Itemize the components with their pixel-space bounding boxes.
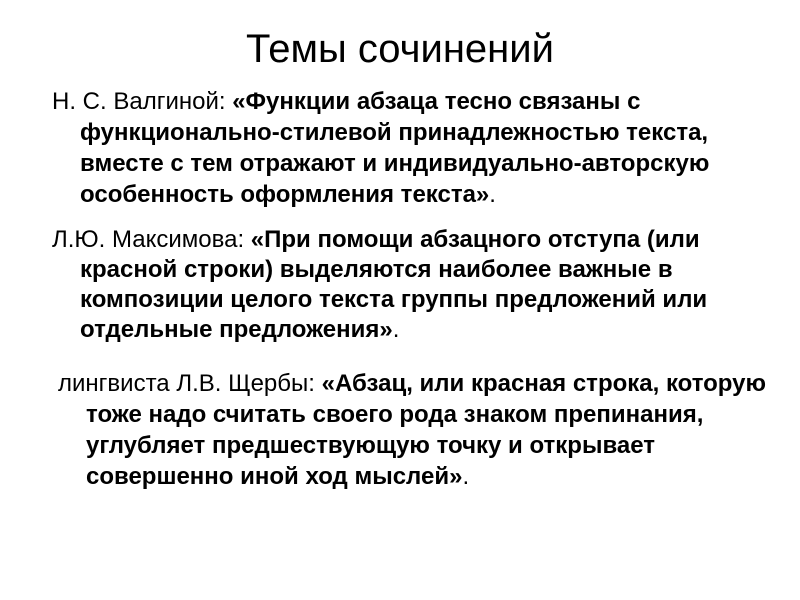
quote-paragraph-valgina: [52, 86, 760, 210]
author-shcherba: лингвиста Л.В. Щербы:: [58, 370, 322, 397]
slide-title: Темы сочинений: [246, 27, 554, 71]
quote-end-shcherba: .: [462, 463, 470, 490]
quote-paragraph-maksimova: [52, 225, 760, 345]
quote-valgina: «Функции абзаца тесно связаны с функционально-стилевой принадлежностью текста, вместе с тем отражают и индивидуально-авторскую особенность оформления текста»: [80, 88, 710, 208]
quote-shcherba: «Абзац, или красная строка, которую тоже надо считать своего рода знаком препинания, углубляет предшествующую точку и открывает совершенно иной ход мыслей»: [86, 370, 766, 490]
quote-end-maksimova: .: [392, 316, 400, 343]
quote-paragraph-shcherba: [58, 368, 766, 492]
author-valgina: Н. С. Валгиной:: [52, 88, 233, 115]
author-maksimova: Л.Ю. Максимова:: [52, 226, 251, 253]
quote-end-valgina: .: [489, 181, 496, 208]
quote-maksimova: «При помощи абзацного отступа (или красной строки) выделяются наиболее важные в композиции целого текста группы предложений или отдельные предложения»: [80, 226, 708, 343]
